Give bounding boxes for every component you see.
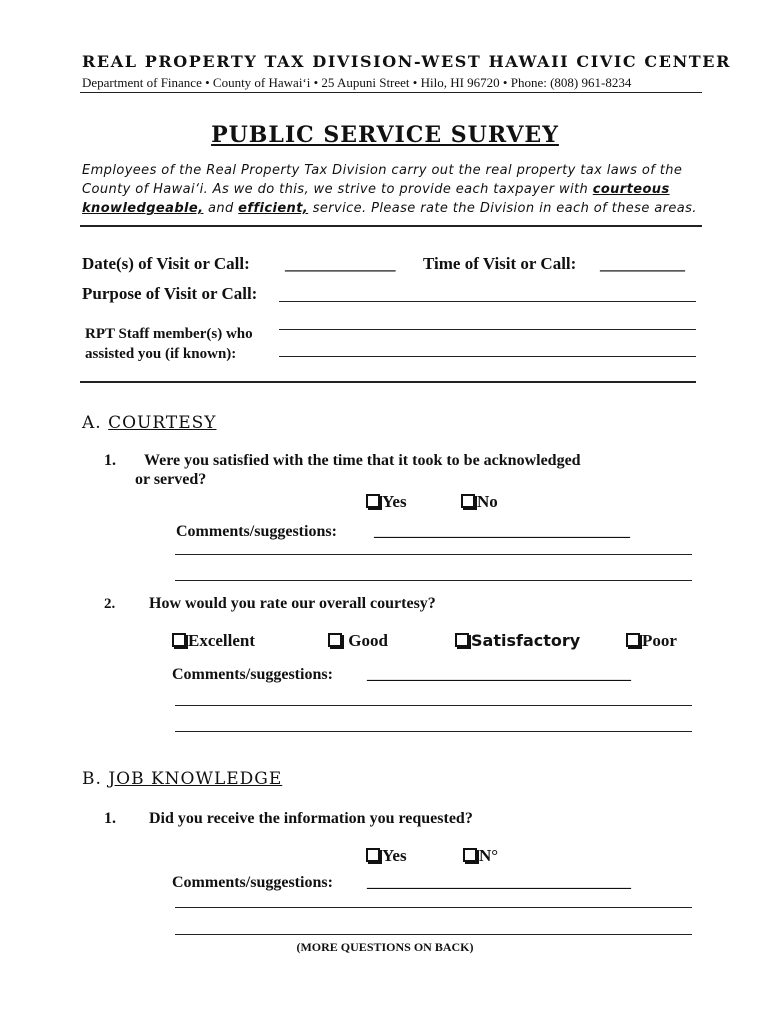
question-b1-number: 1. (104, 810, 116, 827)
page-title: PUBLIC SERVICE SURVEY (211, 122, 559, 148)
option-a1-yes[interactable]: Yes (366, 492, 407, 512)
option-a2-poor[interactable]: Poor (626, 631, 677, 651)
checkbox-icon[interactable] (366, 848, 380, 862)
checkbox-icon[interactable] (463, 848, 477, 862)
checkbox-icon[interactable] (172, 633, 186, 647)
section-a-heading: A. COURTESY (82, 413, 217, 433)
question-a2-text: How would you rate our overall courtesy? (149, 595, 436, 612)
comments-b1-line3[interactable] (175, 934, 692, 935)
question-a1-number: 1. (104, 452, 116, 469)
time-label: Time of Visit or Call: (423, 254, 577, 273)
comments-b1-field[interactable]: _________________________________ (367, 874, 631, 891)
intro-knowledgeable: knowledgeable, (82, 201, 204, 216)
checkbox-icon[interactable] (366, 494, 380, 508)
comments-a2-label: Comments/suggestions: (172, 666, 333, 683)
division-title: REAL PROPERTY TAX DIVISION-WEST HAWAII CIVIC CENTER (82, 52, 731, 71)
purpose-field[interactable] (279, 301, 696, 302)
comments-a2-line3[interactable] (175, 731, 692, 732)
intro-paragraph: Employees of the Real Property Tax Division carry out the real property tax laws of the County of Hawai‘i. As we do this, we strive to provide each taxpayer with courteous knowledgeable, and efficient, service. Please rate the Division in each of these areas. (82, 163, 697, 216)
comments-b1-label: Comments/suggestions: (172, 874, 333, 891)
intro-courteous: courteous (592, 182, 670, 197)
comments-a1-label: Comments/suggestions: (176, 523, 337, 540)
checkbox-icon[interactable] (455, 633, 469, 647)
checkbox-icon[interactable] (461, 494, 475, 508)
purpose-label: Purpose of Visit or Call: (82, 284, 258, 303)
header-divider (80, 92, 702, 93)
question-b1-text: Did you receive the information you requested? (149, 810, 473, 827)
option-a2-good[interactable]: Good (328, 631, 388, 651)
comments-b1-line2[interactable] (175, 907, 692, 908)
division-contact-info: Department of Finance • County of Hawai‘i • 25 Aupuni Street • Hilo, HI 96720 • Phone: (808) 961-8234 (82, 75, 632, 90)
intro-divider (80, 225, 702, 227)
staff-label-line2: assisted you (if known): (85, 346, 237, 362)
option-a1-no[interactable]: No (461, 492, 498, 512)
comments-a1-field[interactable]: ________________________________ (374, 523, 630, 540)
question-a1-text-cont: or served? (135, 471, 207, 488)
comments-a2-line2[interactable] (175, 705, 692, 706)
option-b1-yes[interactable]: Yes (366, 846, 407, 866)
intro-efficient: efficient, (238, 201, 309, 216)
staff-field-line2[interactable] (279, 356, 696, 357)
date-label: Date(s) of Visit or Call: (82, 254, 250, 273)
more-questions-note: (MORE QUESTIONS ON BACK) (296, 940, 474, 954)
question-a2-number: 2. (104, 596, 116, 612)
comments-a1-line3[interactable] (175, 580, 692, 581)
time-field[interactable]: __________ (600, 254, 685, 273)
option-a2-excellent[interactable]: Excellent (172, 631, 255, 651)
staff-field-line1[interactable] (279, 329, 696, 330)
checkbox-icon[interactable] (328, 633, 342, 647)
option-a2-satisfactory[interactable]: Satisfactory (455, 631, 580, 650)
checkbox-icon[interactable] (626, 633, 640, 647)
comments-a2-field[interactable]: _________________________________ (367, 666, 631, 683)
option-b1-no[interactable]: N° (463, 846, 498, 866)
staff-label-line1: RPT Staff member(s) who (85, 326, 253, 342)
date-field[interactable]: _____________ (285, 254, 396, 273)
section-b-heading: B. JOB KNOWLEDGE (82, 769, 283, 789)
question-a1-text: Were you satisfied with the time that it took to be acknowledged (144, 452, 581, 469)
comments-a1-line2[interactable] (175, 554, 692, 555)
form-divider (80, 381, 696, 383)
